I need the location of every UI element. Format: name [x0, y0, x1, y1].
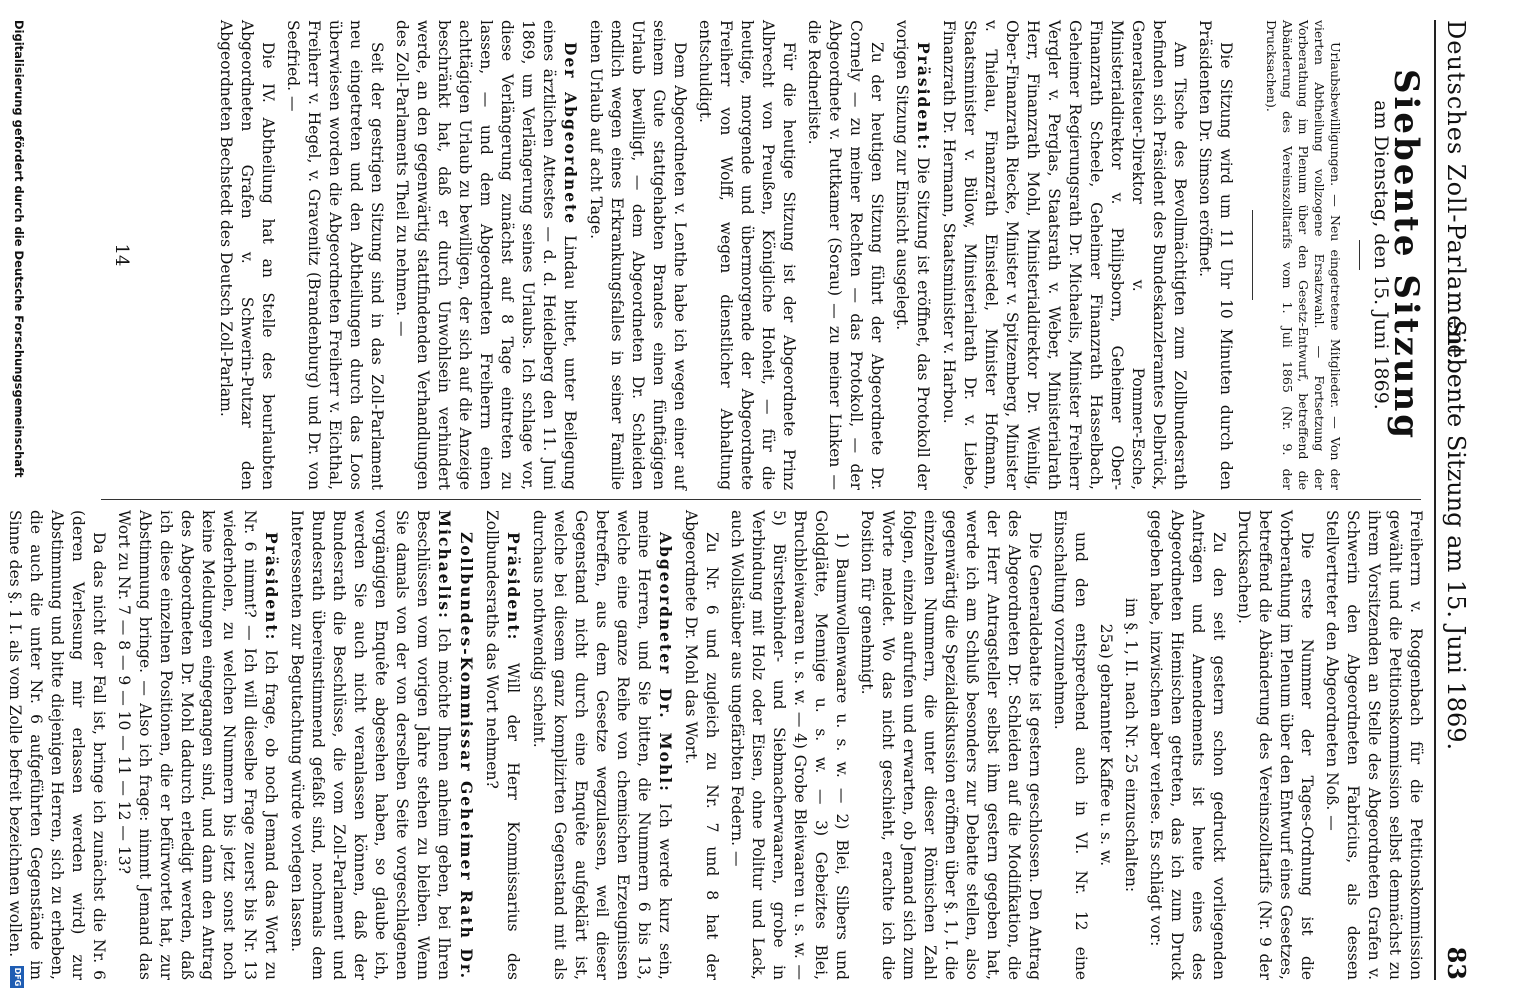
- running-head-date: Siebente Sitzung am 15. Juni 1869.: [1442, 320, 1470, 751]
- running-head: [1434, 20, 1476, 980]
- paragraph-text: Ich möchte Ihnen anheim geben, bei Ihren Beschlüssen vom vorigen Jahre stehen zu bleiben. Wenn Sie damals von der von derselben Seite vorgeschlagenen vorgängigen Enquête abgesehen haben, so glaube ich, werden Sie auch nicht veranlassen können, daß der Bundesrath die Beschlüsse, die vom Zoll-Parlament und Bundesrath übereinstimmend gefaßt sind, nochmals dem Interessenten zur Begutachtung würde vorlegen lassen.: [288, 510, 453, 980]
- separator-rule: [1359, 240, 1360, 270]
- contents-summary: Urlaubsbewilligungen. — Neu eingetretene Mitglieder. — Von der vierten Abtheilung vollzogene Ersatzwahl. — Fortsetzung der Vorberathung im Plenum über den Gesetz-Entwurf, betreffend die Abänderung des Vereinszolltarifs vom 1. Juli 1865 (Nr. 9. der Drucksachen).: [1264, 20, 1343, 490]
- dfg-logo-icon: DFG: [10, 966, 24, 988]
- session-heading: Siebente Sitzung: [1386, 68, 1426, 442]
- paragraph: Zu den seit gestern schon gedruckt vorliegenden Anträgen und Amendements ist heute eines des Abgeordneten Hiemischen getreten, das ich zum Druck gegeben habe, inzwischen aber verlese. Es schlägt vor:: [1147, 510, 1228, 980]
- paragraph: und den entsprechend auch in VI. Nr. 12 eine Einschaltung vorzunehmen.: [1051, 510, 1090, 980]
- paragraph: [481, 510, 524, 980]
- paragraph: [113, 510, 282, 980]
- digitization-note: Digitalisierung gefördert durch die Deutsche Forschungsgemeinschaft: [12, 20, 26, 478]
- paragraph: Zu Nr. 6 und zugleich zu Nr. 7 und 8 hat der Abgeordnete Dr. Mohl das Wort.: [682, 510, 721, 980]
- left-column: [96, 20, 1426, 490]
- column-divider: [101, 499, 1421, 500]
- digitization-footer: [0, 0, 38, 1000]
- paragraph: Die Sitzung wird um 11 Uhr 10 Minuten durch den Präsidenten Dr. Simson eröffnet.: [1196, 20, 1235, 490]
- paragraph: Da das nicht der Fall ist, bringe ich zunächst die Nr. 6 (deren Verlesung mir erlassen werden wird) zur Abstimmung und bitte diejenigen Herren, sich zu erheben, die auch die unter Nr. 6 aufgeführten Gegenstände im Sinne des §. 1 I. als vom Zolle befreit bezeichnen wollen.: [6, 510, 108, 980]
- paragraph: Dem Abgeordneten v. Lenthe habe ich wegen einer auf seinem Gute stattgehabten Brandes einen fünftägigen Urlaub bewilligt, — dem Abgeordneten Dr. Schleiden endlich wegen eines Erkrankungsfalles in seiner Familie einen Urlaub auf acht Tage.: [587, 20, 689, 490]
- running-head-title: Deutsches Zoll-Parlament.: [1442, 20, 1470, 367]
- paragraph-text: Ich werde kurz sein, meine Herren, und Sie bitten, die Nummern 6 bis 13, welche eine ganze Reihe von chemischen Erzeugnissen betreffen, aus dem Gesetze wegzulassen, weil dieser Gegenstand nicht durch eine Enquête aufgeklärt ist, welche bei diesem ganz komplizirten Gegenstand mit als durchaus nothwendig scheint.: [530, 510, 674, 980]
- paragraph: [286, 510, 477, 980]
- paragraph: Die erste Nummer der Tages-Ordnung ist die Vorberathung im Plenum über den Entwurf eines Gesetzes, betreffend die Abänderung des Vereinszolltarifs (Nr. 9 der Drucksachen).: [1235, 510, 1316, 980]
- paragraph: [891, 20, 934, 490]
- speaker-label: Zollbundes-Kommissar Geheimer Rath Dr. Michaelis:: [435, 510, 476, 980]
- folio-number: 14: [111, 243, 132, 267]
- paragraph: Freiherrn v. Roggenbach für die Petitionskommission gewählt und die Petitionskommission selbst demnächst zu ihrem Vorsitzenden an Stelle des Abgeordneten Grafen v. Schwerin den Abgeordneten Fabricius, als dessen Stellvertreter den Abgeordneten Noß. —: [1323, 510, 1425, 980]
- session-date: am Dienstag, den 15. Juni 1869.: [1370, 100, 1392, 410]
- paragraph: [391, 20, 581, 490]
- paragraph: 1) Baumwollenwaare u. s. w. — 2) Blei, Silbers und Goldglätte, Mennige u. s. w. — 3) Gebeiztes Blei, Bruchbleiwaaren u. s. w. — 4) Grobe Bleiwaaren u. s. w. — 5) Bürstenbinder- und Siebmacherwaaren, grobe in Verbindung mit Holz oder Eisen, ohne Politur und Lack, auch Wollstäuber aus ungefärbten Federn. —: [728, 510, 851, 980]
- speaker-label: Präsident:: [914, 42, 933, 152]
- paragraph-text: Lindau bittet, unter Beilegung eines ärztlichen Attestes — d. d. Heidelberg den 11. Juni 1869, um Verlängerung seines Urlaubs. Ich schlage vor, diese Verlängerung zunächst auf 8 Tage eintreten zu lassen, — und dem Abgeordneten Freiherrn einen achttägigen Urlaub zu bewilligen, der sich auf die Anzeige beschränkt hat, daß er durch Unwohlsein verhindert werde, an den gegenwärtig stattfindenden Verhandlungen des Zoll-Parlaments Theil zu nehmen. —: [393, 20, 579, 490]
- separator-rule: [1252, 210, 1253, 300]
- paragraph: im §. 1, II. nach Nr. 25 einzuschalten:: [1122, 597, 1140, 893]
- speaker-label: Präsident:: [504, 532, 523, 642]
- paragraph: Die Generaldebatte ist gestern geschlossen. Den Antrag des Abgeordneten Dr. Schleiden auf die Modifikation, die der Herr Antragsteller selbst ihm gestern gegeben hat, werde ich am Schluß besonders zur Debatte stellen, also gegenwärtig die Spezialdiskussion eröffnen über §. 1, I. die einzelnen Nummern, die unter dieser Römischen Zahl folgen, einzeln aufrufen und erwarten, ob Jemand sich zum Worte meldet. Wo das nicht geschieht, erachte ich die Position für genehmigt.: [858, 510, 1044, 980]
- paragraph-text: Ich frage, ob noch Jemand das Wort zu Nr. 6 nimmt? — Ich will dieselbe Frage zuerst bis Nr. 13 wiederholen, zu welchen Nummern bis jetzt sonst noch keine Meldungen eingegangen sind, und dann den Antrag des Abgeordneten Dr. Mohl dadurch erledigt werden, daß ich diese einzelnen Positionen, die er befürwortet hat, zur Abstimmung bringe. — Also ich frage: nimmt Jemand das Wort zu Nr. 7 — 8 — 9 — 10 — 11 — 12 — 13?: [115, 510, 280, 980]
- paragraph: Am Tische des Bevollmächtigten zum Zollbundesrath befinden sich Präsident des Bundeskanzleramtes Delbrück, Generalsteuer-Direktor v. Pommer-Esche, Ministerialdirektor v. Philipsborn, Geheimer Ober-Finanzrath Scheele, Geheimer Finanzrath Hasselbach, Geheimer Regierungsrath Dr. Michaelis, Minister Freiherr Vergler v. Perglas, Staatsrath v. Weber, Ministerialrath Herr, Finanzrath Mohl, Ministerialdirektor Dr. Weinlig, Ober-Finanzrath Riecke, Minister v. Spitzemberg, Minister v. Thielau, Finanzrath Einsiedel, Minister Hofmann, Staatsminister v. Bülow, Ministerialrath Dr. v. Liebe, Finanzrath Dr. Hermann, Staatsminister v. Harbou.: [940, 20, 1189, 490]
- speaker-label: Abgeordneter Dr. Mohl:: [656, 532, 675, 793]
- speaker-label: Präsident:: [262, 532, 281, 642]
- paragraph-text: Will der Herr Kommissarius des Zollbundesraths das Wort nehmen?: [483, 510, 522, 980]
- paragraph-text: Die Sitzung ist eröffnet, das Protokoll der vorigen Sitzung zur Einsicht ausgelegt.: [893, 20, 932, 490]
- paragraph: 25a) gebrannter Kaffee u. s. w.: [1097, 623, 1115, 867]
- paragraph: [528, 510, 676, 980]
- paragraph: Seit der gestrigen Sitzung sind in das Zoll-Parlament neu eingetreten und den Abtheilungen durch das Loos überwiesen worden die Abgeordneten Freiherr v. Eichthal, Freiherr v. Hegel, v. Gravenitz (Brandenburg) und Dr. von Seefried. —: [284, 20, 386, 490]
- paragraph: Die IV. Abtheilung hat an Stelle des beurlaubten Abgeordneten Grafen v. Schwerin-Putzar den Abgeordneten Bechstedt des Deutsch Zoll-Parlam.: [217, 20, 277, 490]
- paragraph: Für die heutige Sitzung ist der Abgeordnete Prinz Albrecht von Preußen, Königliche Hoheit, — für die heutige, morgende und übermorgende der Abgeordnete Freiherr von Wolff, wegen dienstlicher Abhaltung entschuldigt.: [696, 20, 798, 490]
- paragraph: Zu der heutigen Sitzung führt der Abgeordnete Dr. Cornely — zu meiner Rechten — das Protokoll, — der Abgeordnete v. Puttkamer (Sorau) — zu meiner Linken — die Rednerliste.: [805, 20, 886, 490]
- page-number: 83: [1442, 946, 1471, 980]
- speaker-label: Der Abgeordnete: [561, 42, 580, 226]
